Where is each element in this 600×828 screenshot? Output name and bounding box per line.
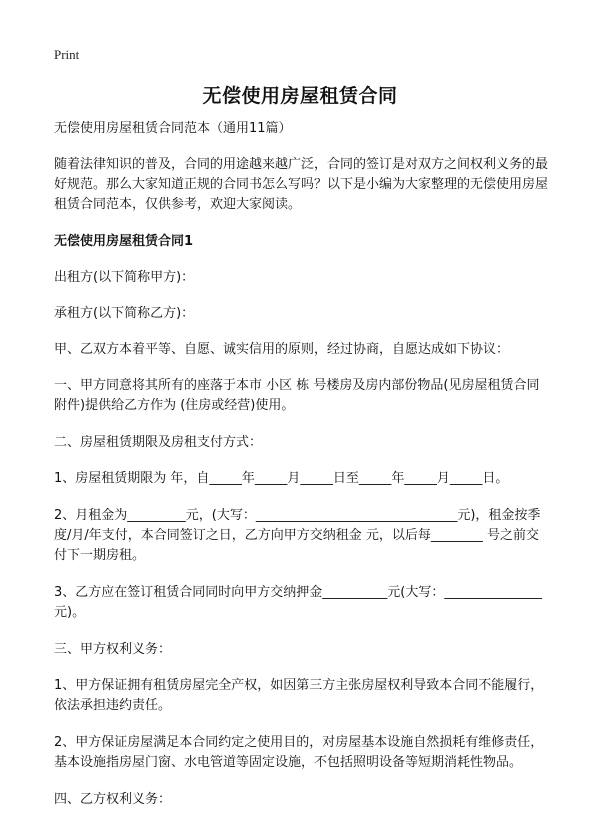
document-subtitle: 无偿使用房屋租赁合同范本（通用11篇） (54, 121, 292, 136)
clause-1: 一、甲方同意将其所有的座落于本市 小区 栋 号楼房及房内部份物品(见房屋租赁合同附件)提供给乙方作为 (住房或经营)使用。 (54, 378, 540, 413)
lessee-line: 承租方(以下简称乙方)： (54, 306, 195, 321)
print-link[interactable]: Print (54, 47, 80, 62)
page-title: 无偿使用房屋租赁合同 (202, 85, 398, 107)
intro-paragraph: 随着法律知识的普及，合同的用途越来越广泛，合同的签订是对双方之间权利义务的最好规范。那么大家知道正规的合同书怎么写吗？以下是小编为大家整理的无偿使用房屋租赁合同范本，仅供参考，欢迎大家阅读。 (54, 157, 549, 212)
lessor-duty-1: 1、甲方保证拥有租赁房屋完全产权，如因第三方主张房屋权利导致本合同不能履行，依法承担违约责任。 (54, 678, 544, 713)
clause-4-heading: 四、乙方权利义务： (54, 792, 172, 807)
agreement-paragraph: 甲、乙双方本着平等、自愿、诚实信用的原则，经过协商，自愿达成如下协议： (54, 342, 510, 357)
rent-clause: 2、月租金为_________元，(大写：_______________________________元)，租金按季度/月/年支付，本合同签订之日，乙方向甲方交纳租金 元，以后每________ 号之前交付下一期房租。 (54, 508, 541, 563)
lease-term-clause: 1、房屋租赁期限为 年，自_____年_____月_____日至_____年_____月_____日。 (54, 471, 509, 486)
contract-section-heading: 无偿使用房屋租赁合同1 (54, 234, 194, 249)
document-body (54, 119, 548, 826)
lessor-line: 出租方(以下简称甲方)： (54, 270, 195, 285)
clause-3-heading: 三、甲方权利义务： (54, 642, 172, 657)
clause-2-heading: 二、房屋租赁期限及房租支付方式： (54, 435, 263, 450)
deposit-clause: 3、乙方应在签订租赁合同同时向甲方交纳押金__________元(大写：_______________元)。 (54, 585, 542, 620)
lessor-duty-2: 2、甲方保证房屋满足本合同约定之使用目的，对房屋基本设施自然损耗有维修责任，基本设施指房屋门窗、水电管道等固定设施，不包括照明设备等短期消耗性物品。 (54, 735, 544, 770)
